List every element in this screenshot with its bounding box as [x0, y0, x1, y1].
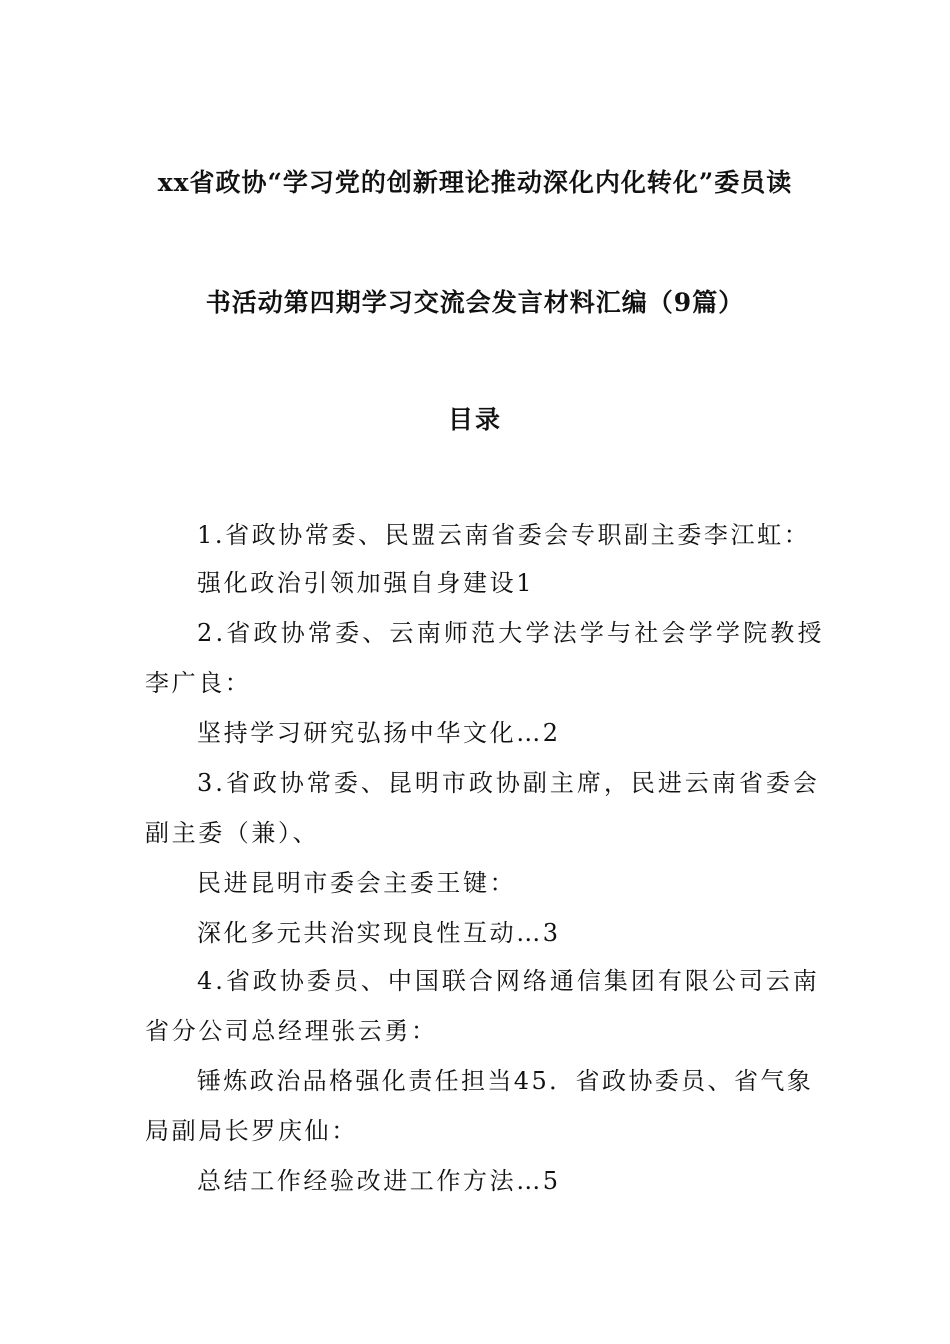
toc-entry-2-speaker: 2.省政协常委、云南师范大学法学与社会学学院教授 [197, 619, 825, 647]
toc-entry-2-speaker-cont: 李广良： [145, 669, 252, 697]
toc-entry-5-topic: 总结工作经验改进工作方法…5 [197, 1167, 561, 1195]
toc-entry-5-speaker-cont: 局副局长罗庆仙： [145, 1117, 358, 1145]
toc-entry-4-speaker-cont: 省分公司总经理张云勇： [145, 1017, 438, 1045]
toc-entry-1-speaker: 1.省政协常委、民盟云南省委会专职副主委李江虹： [197, 521, 811, 549]
toc-entry-3-topic: 深化多元共治实现良性互动…3 [197, 919, 561, 947]
toc-entry-4-topic-and-entry-5-speaker: 锤炼政治品格强化责任担当45．省政协委员、省气象 [197, 1067, 814, 1095]
toc-entry-3-speaker-cont-2: 民进昆明市委会主委王键： [197, 869, 517, 897]
toc-entry-4-speaker: 4.省政协委员、中国联合网络通信集团有限公司云南 [197, 967, 820, 995]
toc-heading: 目录 [447, 405, 502, 434]
document-title-line-1: xx省政协“学习党的创新理论推动深化内化转化”委员读 [157, 168, 793, 197]
toc-entry-3-speaker: 3.省政协常委、昆明市政协副主席，民进云南省委会 [197, 769, 820, 797]
toc-entry-3-speaker-cont: 副主委（兼）、 [145, 819, 320, 847]
toc-entry-2-topic: 坚持学习研究弘扬中华文化…2 [197, 719, 561, 747]
document-title-line-2: 书活动第四期学习交流会发言材料汇编（9篇） [205, 288, 745, 317]
toc-entry-1-topic: 强化政治引领加强自身建设1 [197, 569, 535, 597]
